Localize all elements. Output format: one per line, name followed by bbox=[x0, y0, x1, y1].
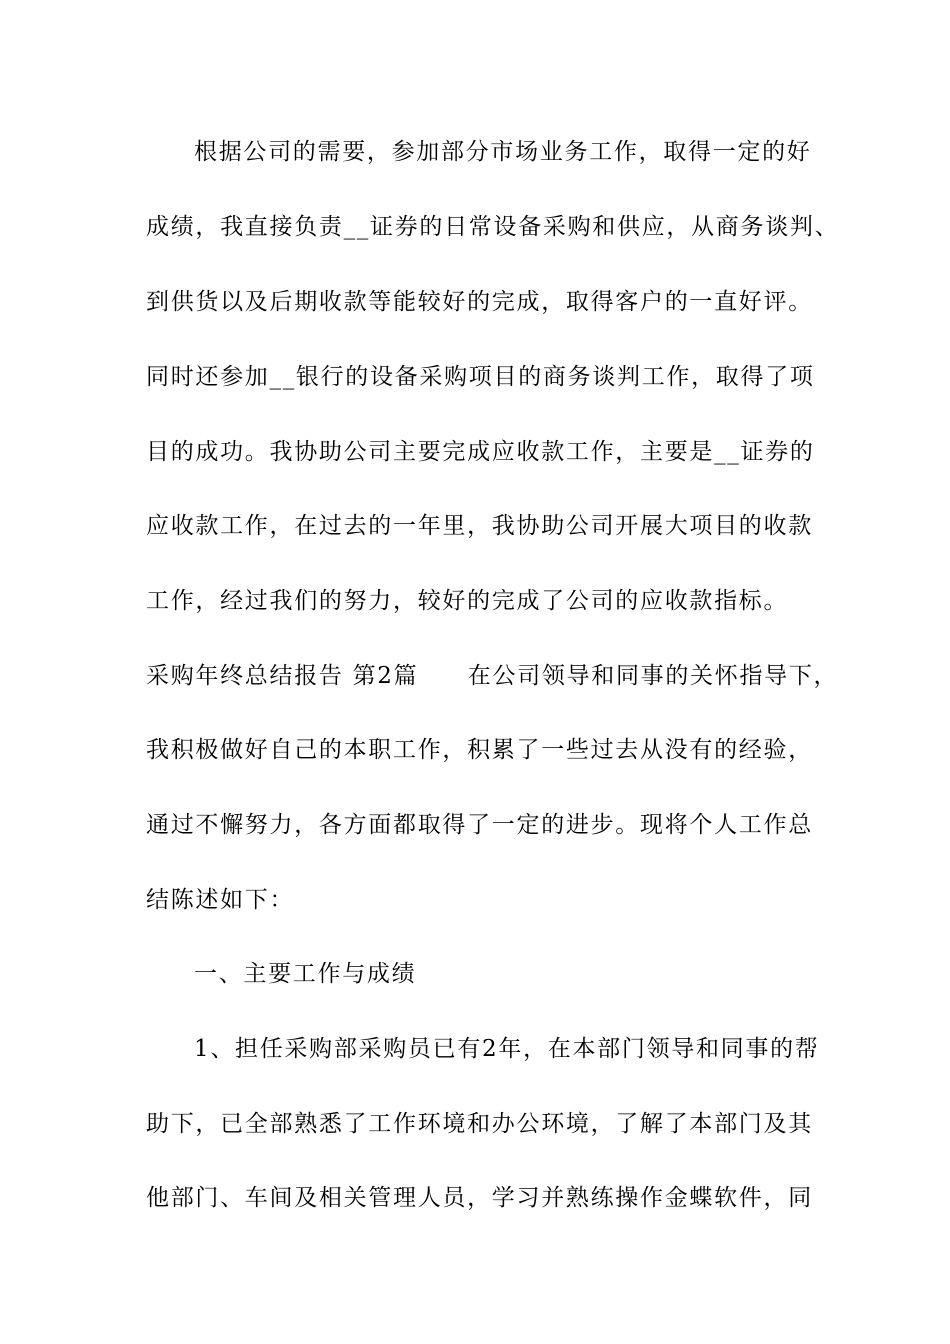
paragraph-line-13: 1、担任采购部采购员已有2年，在本部门领导和同事的帮 bbox=[194, 1036, 820, 1062]
paragraph-line-14: 助下，已全部熟悉了工作环境和办公环境，了解了本部门及其 bbox=[146, 1111, 813, 1137]
paragraph-line-5: 目的成功。我协助公司主要完成应收款工作，主要是__证券的 bbox=[146, 439, 815, 465]
paragraph-line-3: 到供货以及后期收款等能较好的完成，取得客户的一直好评。 bbox=[146, 289, 813, 315]
paragraph-line-7: 工作，经过我们的努力，较好的完成了公司的应收款指标。 bbox=[146, 588, 789, 614]
paragraph-line-9: 我积极做好自己的本职工作，积累了一些过去从没有的经验， bbox=[146, 737, 813, 763]
paragraph-line-11: 结陈述如下： bbox=[146, 887, 295, 913]
section-heading-line: 采购年终总结报告 第2篇 在公司领导和同事的关怀指导下， bbox=[146, 663, 839, 689]
paragraph-line-6: 应收款工作，在过去的一年里，我协助公司开展大项目的收款 bbox=[146, 513, 813, 539]
paragraph-line-2: 成绩，我直接负责__证券的日常设备采购和供应，从商务谈判、 bbox=[146, 214, 840, 240]
subheading-main-work: 一、主要工作与成绩 bbox=[194, 961, 417, 987]
paragraph-line-10: 通过不懈努力，各方面都取得了一定的进步。现将个人工作总 bbox=[146, 812, 813, 838]
paragraph-line-4: 同时还参加__银行的设备采购项目的商务谈判工作，取得了项 bbox=[146, 364, 815, 390]
paragraph-line-1: 根据公司的需要，参加部分市场业务工作，取得一定的好 bbox=[194, 139, 812, 165]
paragraph-line-15: 他部门、车间及相关管理人员，学习并熟练操作金蝶软件，同 bbox=[146, 1185, 813, 1211]
